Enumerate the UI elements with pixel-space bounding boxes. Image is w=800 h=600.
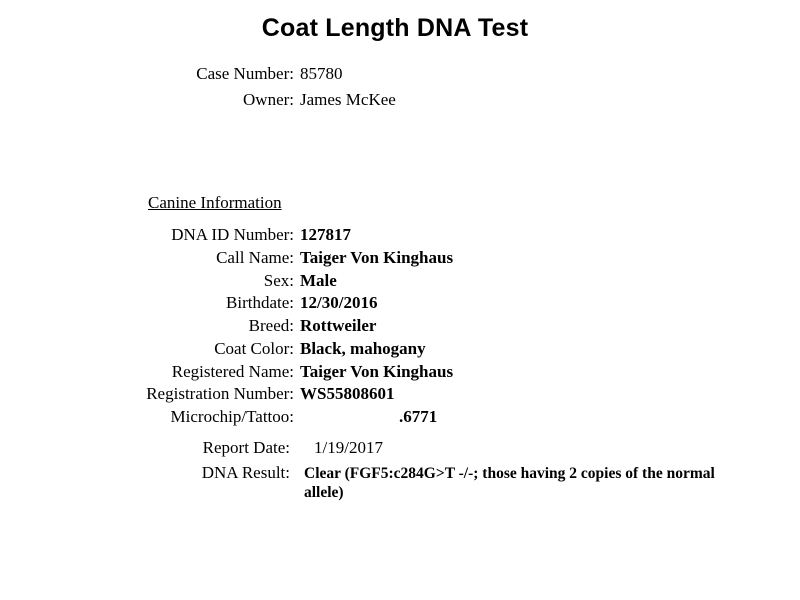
report-date-value: 1/19/2017 xyxy=(314,438,383,457)
birthdate-label: Birthdate: xyxy=(226,293,294,312)
birthdate-value: 12/30/2016 xyxy=(300,293,378,312)
breed-label: Breed: xyxy=(248,316,294,335)
breed-value: Rottweiler xyxy=(300,316,377,335)
registration-number-value: WS55808601 xyxy=(300,384,395,403)
dna-result-value: Clear (FGF5:c284G>T -/-; those having 2 copies of the normal allele) xyxy=(304,465,715,501)
microchip-value: .6771 xyxy=(399,407,438,426)
case-number-value: 85780 xyxy=(300,64,343,83)
section-title-canine-information: Canine Information xyxy=(148,193,282,212)
dna-id-label: DNA ID Number: xyxy=(171,225,294,244)
coat-color-value: Black, mahogany xyxy=(300,339,426,358)
document-title: Coat Length DNA Test xyxy=(261,14,529,42)
microchip-label: Microchip/Tattoo: xyxy=(170,407,294,426)
owner-label: Owner: xyxy=(243,90,294,109)
dna-result-label: DNA Result: xyxy=(201,463,290,482)
sex-value: Male xyxy=(300,271,337,290)
dna-id-value: 127817 xyxy=(300,225,351,244)
registered-name-value: Taiger Von Kinghaus xyxy=(300,362,454,381)
coat-color-label: Coat Color: xyxy=(214,339,294,358)
registered-name-label: Registered Name: xyxy=(171,362,294,381)
case-number-label: Case Number: xyxy=(196,64,294,83)
call-name-value: Taiger Von Kinghaus xyxy=(300,248,454,267)
call-name-label: Call Name: xyxy=(216,248,294,267)
registration-number-label: Registration Number: xyxy=(146,384,294,403)
owner-value: James McKee xyxy=(300,90,396,109)
sex-label: Sex: xyxy=(263,271,294,290)
report-date-label: Report Date: xyxy=(202,438,290,457)
